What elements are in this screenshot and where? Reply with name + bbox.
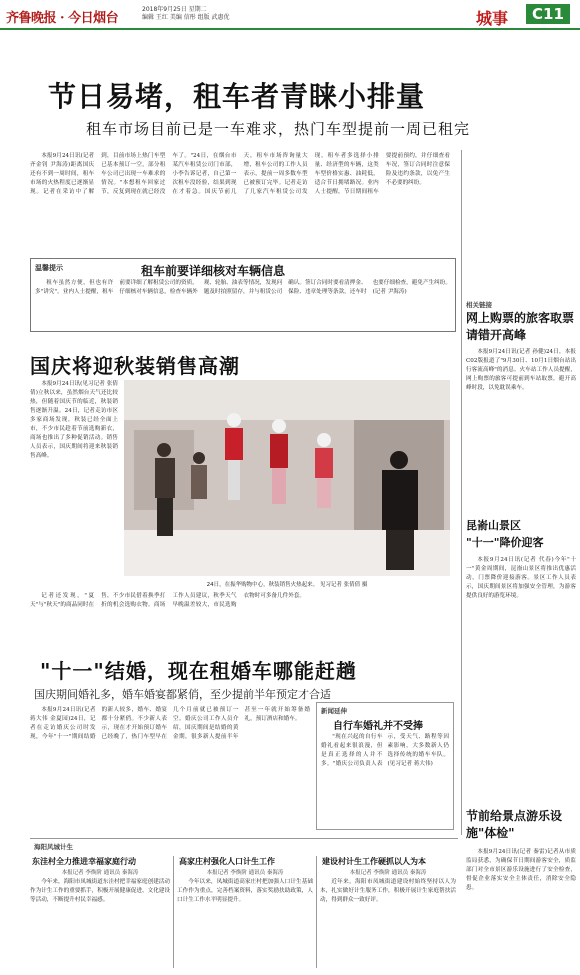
bottom-article-2-byline: 本报记者 李焕阶 通讯员 秦海涛 xyxy=(206,870,284,876)
bottom-article-1-title: 东洼村全力推进幸福家庭行动 xyxy=(32,857,136,866)
tip-box xyxy=(30,258,456,332)
right-link-label: 相关链接 xyxy=(466,301,492,309)
tip-body-column xyxy=(35,279,451,327)
right-headline-1: 网上购票的旅客取票请错开高峰 xyxy=(466,311,575,342)
masthead-logo: 齐鲁晚报 · 今日烟台 xyxy=(6,11,119,26)
bottom-article-1-body: 今年来，海阳市凤城街道东洼村把幸福家庭创建活动作为计生工作的重要抓手，积极开展健康促进、文化建设等活动，不断提升村民幸福感。 xyxy=(30,879,170,903)
section-name: 城事 xyxy=(476,9,509,28)
tip-title: 租车前要详细核对车辆信息 xyxy=(141,264,286,278)
wedding-body-column xyxy=(30,706,310,826)
bottom-article-3-title: 建设村计生工作硬抓以人为本 xyxy=(322,857,426,866)
wedding-body: 本报9月24日讯(记者 蒋大伟 金夏园)24日，记者在走访婚庆公司时发现，今年"十一"期间结婚的新人较多，婚车、婚宴都十分紧俏。不少新人表示，现在才开始预订婚车已经晚了，热门车型早在几个月前就已被预订一空。婚庆公司工作人员介绍，国庆期间是结婚的黄金期，很多新人提前半年甚至一年就开始筹备婚礼，预订酒店和婚车。 xyxy=(30,707,310,740)
main-headline: 节日易堵，租车者青睐小排量 xyxy=(48,80,426,113)
autumn-body: 本报9月24日讯(见习记者 张倩倩)立秋以来，虽然烟台天气还比较热，但随着国庆节的临近，秋装销售逐渐升温。24日，记者走访市区多家商场发现，秋装已经全面上市，不少市民趁着节前选购新衣，商场也推出了多种促销活动。销售人员表示，国庆期间将迎来秋装销售高峰。 xyxy=(30,381,118,459)
edition-name: 今日烟台 xyxy=(68,11,119,26)
bottom-article-1 xyxy=(30,856,170,971)
bottom-article-3-body: 近年来，海阳市凤城街道建设村始终坚持以人为本，扎实做好计生服务工作，积极开展计生家庭帮扶活动，得到群众一致好评。 xyxy=(320,879,456,903)
wedding-sidebar-body: "现在兴起的自行车婚礼看起来很浪漫，但是真正选择的人并不多。"婚庆公司负责人表示，受天气、路程等因素影响，大多数新人仍选择传统的婚车车队。(见习记者 蒋大伟) xyxy=(321,734,449,767)
right-headline-3: 节前给景点游乐设施"体检" xyxy=(466,809,563,840)
wedding-sidebar-title: 自行车婚礼并不受捧 xyxy=(333,721,423,732)
bottom-article-3 xyxy=(320,856,456,971)
editors-line: 编辑 王红 美编 信彤 组版 武惠优 xyxy=(142,14,230,21)
bottom-article-3-byline: 本报记者 李焕阶 通讯员 秦海涛 xyxy=(349,870,427,876)
main-body-text: 本报9月24日讯(记者 齐金钊 尹海涛)距离国庆还有不到一周时间，租车市场的火热程度已逐渐显现。记者在采访中了解到，目前市场上热门车型已基本预订一空，部分租车公司已出现一车难求的情况。"本想租车回家过节，反复到现在就已经没车了。"24日，在烟台市某汽车租赁公司门市部，小李告诉记者，自己第一次租车没经验，结果到现在才着急。国庆节前几天，租车市场咨询量大增，租车公司的工作人员表示，提前一周多数车型已被预订完毕。记者走访了几家汽车租赁公司发现，租车者多选择小排量、经济型的车辆，这类车型价格实惠、油耗低，适合节日拥堵路况。业内人士提醒，节日期间租车要提前预约，并仔细查看车况，签订合同时注意保险及违约条款，以免产生不必要的纠纷。 xyxy=(30,153,450,195)
right-headline-2-line2: "十一"降价迎客 xyxy=(466,536,544,549)
main-subheadline: 租车市场目前已是一车难求，热门车型提前一周已租完 xyxy=(86,120,471,138)
wedding-sidebar-body-column xyxy=(321,733,449,825)
paper-name: 齐鲁晚报 xyxy=(6,11,57,26)
autumn-bottom-text: 记者还发现，"夏天"与"秋天"的商品同时在售，不少市民借着换季打折的机会选购衣物。商场工作人员建议，秋季天气早晚温差较大，市民选购衣物时可多备几件外套。 xyxy=(30,593,306,608)
bottom-divider-2 xyxy=(316,856,317,968)
wedding-sidebar xyxy=(316,702,454,830)
date-line: 2018年9月25日 星期二 xyxy=(142,6,207,13)
right-column-divider xyxy=(461,150,462,835)
wedding-sidebar-label: 新闻延伸 xyxy=(321,707,347,715)
tip-body: 租车虽然方便，但也有许多"讲究"。业内人士提醒，租车前要详细了解租赁公司的资质，仔细核对车辆信息，检查车辆外观、轮胎、油表等情况，发现问题及时拍照留存，并与租赁公司确认。签订合同时要看清押金、保险、违章处理等条款，还车时也要仔细检查，避免产生纠纷。(记者 尹海涛) xyxy=(35,280,451,295)
right-body-3-column xyxy=(466,848,576,970)
header-rule xyxy=(0,28,580,30)
tip-label: 温馨提示 xyxy=(35,264,63,272)
bottom-divider-1 xyxy=(173,856,174,968)
right-body-2: 本报9月24日讯(记者 代春)今年"十一"黄金周期间，昆嵛山景区将推出优惠活动，门票降价迎接游客。景区工作人员表示，国庆期间景区将加强安全管理，为游客提供良好的游览环境。 xyxy=(466,557,576,599)
autumn-body-column xyxy=(30,380,118,585)
bottom-article-3-body-column xyxy=(320,878,456,970)
photo-caption: 24日，在振华购物中心，秋装销售火热起来。 见习记者 张倩倩 摄 xyxy=(206,582,368,588)
bottom-article-2-body: 今年以来，凤城街道高家庄村把加强人口计生基础工作作为重点，完善档案资料，落实奖励扶助政策，人口计生工作水平明显提升。 xyxy=(177,879,313,903)
wedding-headline: "十一"结婚，现在租婚车哪能赶趟 xyxy=(40,659,357,683)
store-photo xyxy=(124,380,450,576)
right-headline-2 xyxy=(466,517,576,551)
bottom-section-label: 海阳风城计生 xyxy=(34,843,73,851)
right-body-1: 本报9月24日讯(记者 孙健)24日，本报C02版报道了"9月30日、10月1日烟台站出行客流高峰"的消息。火车站工作人员提醒，网上购票的旅客可提前到车站取票，避开高峰时段，以免耽误乘车。 xyxy=(466,349,576,391)
right-body-1-column xyxy=(466,348,576,508)
autumn-headline: 国庆将迎秋装销售高潮 xyxy=(30,354,240,378)
wedding-subheadline: 国庆期间婚礼多，婚车婚宴都紧俏，至少提前半年预定才合适 xyxy=(34,688,331,701)
page-number: C11 xyxy=(526,4,570,24)
store-photo-illustration xyxy=(124,380,450,576)
main-article-body xyxy=(30,152,450,247)
bottom-article-1-body-column xyxy=(30,878,170,970)
right-body-2-column xyxy=(466,556,576,801)
header-meta xyxy=(142,6,230,22)
autumn-bottom-column xyxy=(30,592,450,632)
right-body-3: 本报9月24日讯(记者 秦雷)记者从市质监局获悉，为确保节日期间游客安全，质监部门对全市景区游乐设施进行了安全检查，督促企业落实安全主体责任，消除安全隐患。 xyxy=(466,849,576,891)
bottom-article-2 xyxy=(177,856,313,971)
bottom-article-2-title: 高家庄村强化人口计生工作 xyxy=(179,857,275,866)
bottom-section-rule xyxy=(30,838,458,839)
bottom-article-2-body-column xyxy=(177,878,313,970)
bottom-article-1-byline: 本报记者 李焕阶 通讯员 秦海涛 xyxy=(61,870,139,876)
right-headline-2-line1: 昆嵛山景区 xyxy=(466,519,521,532)
